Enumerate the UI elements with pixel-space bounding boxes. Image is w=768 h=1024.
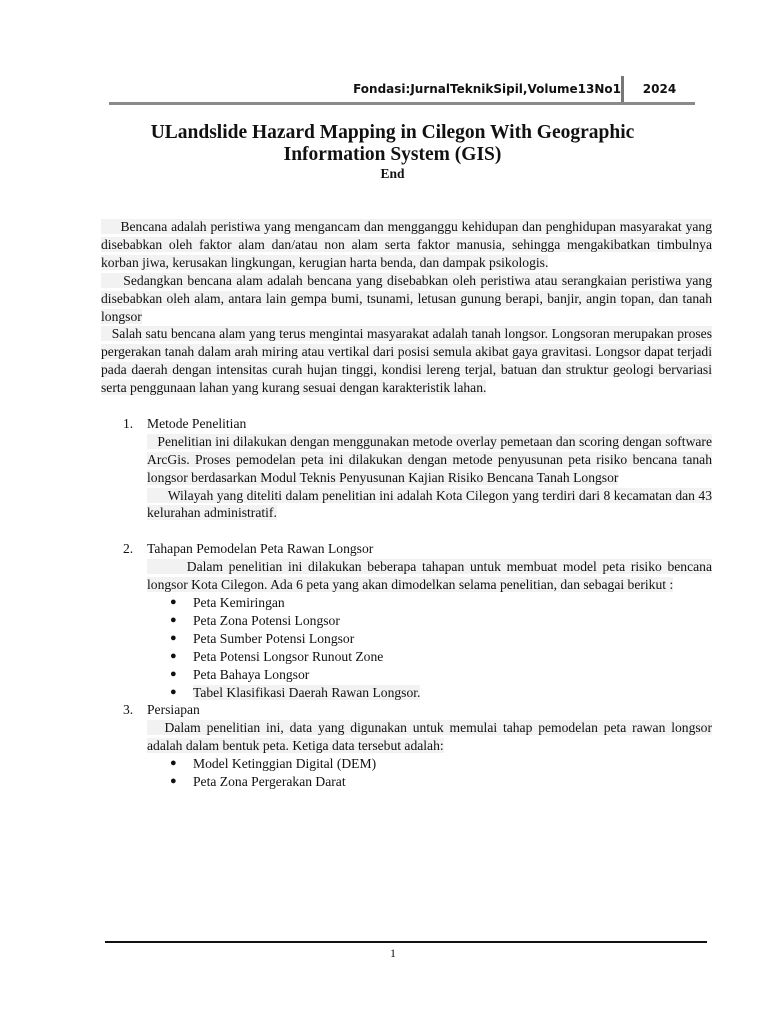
list-item: ● Tabel Klasifikasi Daerah Rawan Longsor. (170, 684, 421, 700)
journal-name: Fondasi:JurnalTeknikSipil,Volume13No1 (353, 82, 621, 96)
bullet-icon: ● (170, 596, 177, 608)
bullet-icon: ● (170, 757, 177, 770)
paper-title: ULandslide Hazard Mapping in Cilegon With Geographic Information System (GIS) (150, 122, 635, 165)
indent (101, 273, 123, 288)
intro-paragraph: Bencana adalah peristiwa yang mengancam dan mengganggu kehidupan dan penghidupan masyarakat yang disebabkan oleh faktor alam dan/atau non alam serta faktor manusia, sehingga mengakibatkan timbulnya korban jiwa, kerusakan lingkungan, kerugian harta benda, dan dampak psikologis. (101, 219, 712, 270)
bullet-list (101, 755, 712, 791)
section-paragraph: Penelitian ini dilakukan dengan menggunakan metode overlay pemetaan dan scoring dengan software ArcGis. Proses pemodelan peta ini dilakukan dengan metode penyusunan peta risiko bencana tanah longsor berdasarkan Modul Teknis Penyusunan Kajian Risiko Bencana Tanah Longsor (147, 433, 712, 485)
bullet-list (101, 594, 712, 701)
section-paragraph: Wilayah yang diteliti dalam penelitian ini adalah Kota Cilegon yang terdiri dari 8 kecamatan dan 43 kelurahan administratif. (147, 487, 712, 521)
section-paragraph: Dalam penelitian ini dilakukan beberapa tahapan untuk membuat model peta risiko bencana longsor Kota Cilegon. Ada 6 peta yang akan dimodelkan selama penelitian, dan sebagai berikut : (147, 559, 712, 593)
bullet-icon: ● (170, 649, 177, 662)
section-heading (101, 415, 712, 433)
bullet-icon: ● (170, 613, 177, 626)
spacer (101, 522, 712, 540)
section-heading (101, 701, 712, 719)
indent (101, 219, 120, 234)
bullet-icon: ● (170, 775, 177, 788)
indent (147, 434, 157, 449)
bullet-icon: ● (170, 685, 177, 698)
intro-paragraph: Sedangkan bencana alam adalah bencana yang disebabkan oleh peristiwa atau serangkaian peristiwa yang disebabkan oleh alam, antara lain gempa bumi, tsunami, letusan gunung berapi, banjir, angin topan, dan tanah longsor (101, 272, 712, 324)
section-number: 1. (123, 415, 134, 431)
list-item: ● Peta Sumber Potensi Longsor (170, 630, 355, 646)
bullet-icon: ● (170, 667, 177, 680)
running-header (109, 76, 695, 104)
section-title: Persiapan (147, 702, 200, 718)
section-number: 2. (123, 541, 134, 557)
section-heading (101, 540, 712, 558)
list-item: ● Peta Bahaya Longsor (170, 666, 310, 682)
indent (101, 326, 112, 341)
list-item: ● Peta Kemiringan (170, 595, 285, 610)
list-item: ● Model Ketinggian Digital (DEM) (170, 756, 377, 772)
paper-subtitle: End (380, 166, 405, 181)
section-content (147, 558, 712, 594)
footer-rule (105, 941, 707, 943)
list-item: ● Peta Potensi Longsor Runout Zone (170, 648, 384, 664)
bullet-icon: ● (170, 631, 177, 644)
page-number: 1 (390, 946, 396, 960)
indent (147, 488, 168, 503)
section-title: Metode Penelitian (147, 415, 247, 431)
section-title: Tahapan Pemodelan Peta Rawan Longsor (147, 541, 374, 557)
header-rule (109, 102, 695, 105)
section-content (147, 433, 712, 523)
intro-paragraph: Salah satu bencana alam yang terus mengintai masyarakat adalah tanah longsor. Longsoran merupakan proses pergerakan tanah dalam arah miring atau vertikal dari posisi semula akibat gaya gravitasi. Longsor dapat terjadi pada daerah dengan intensitas curah hujan tinggi, kondisi lereng terjal, batuan dan struktur geologi bervariasi serta penggunaan lahan yang kurang sesuai dengan karakteristik lahan. (101, 326, 712, 396)
list-item: ● Peta Zona Pergerakan Darat (170, 774, 346, 790)
section-paragraph: Dalam penelitian ini, data yang digunakan untuk memulai tahap pemodelan peta rawan longsor adalah dalam bentuk peta. Ketiga data tersebut adalah: (147, 720, 712, 754)
list-item: ● Peta Zona Potensi Longsor (170, 612, 340, 628)
body-text (101, 218, 712, 791)
indent (147, 720, 165, 735)
section-number: 3. (123, 702, 134, 718)
spacer (101, 397, 712, 415)
journal-year: 2024 (642, 82, 677, 96)
indent (147, 559, 187, 574)
section-content (147, 719, 712, 755)
